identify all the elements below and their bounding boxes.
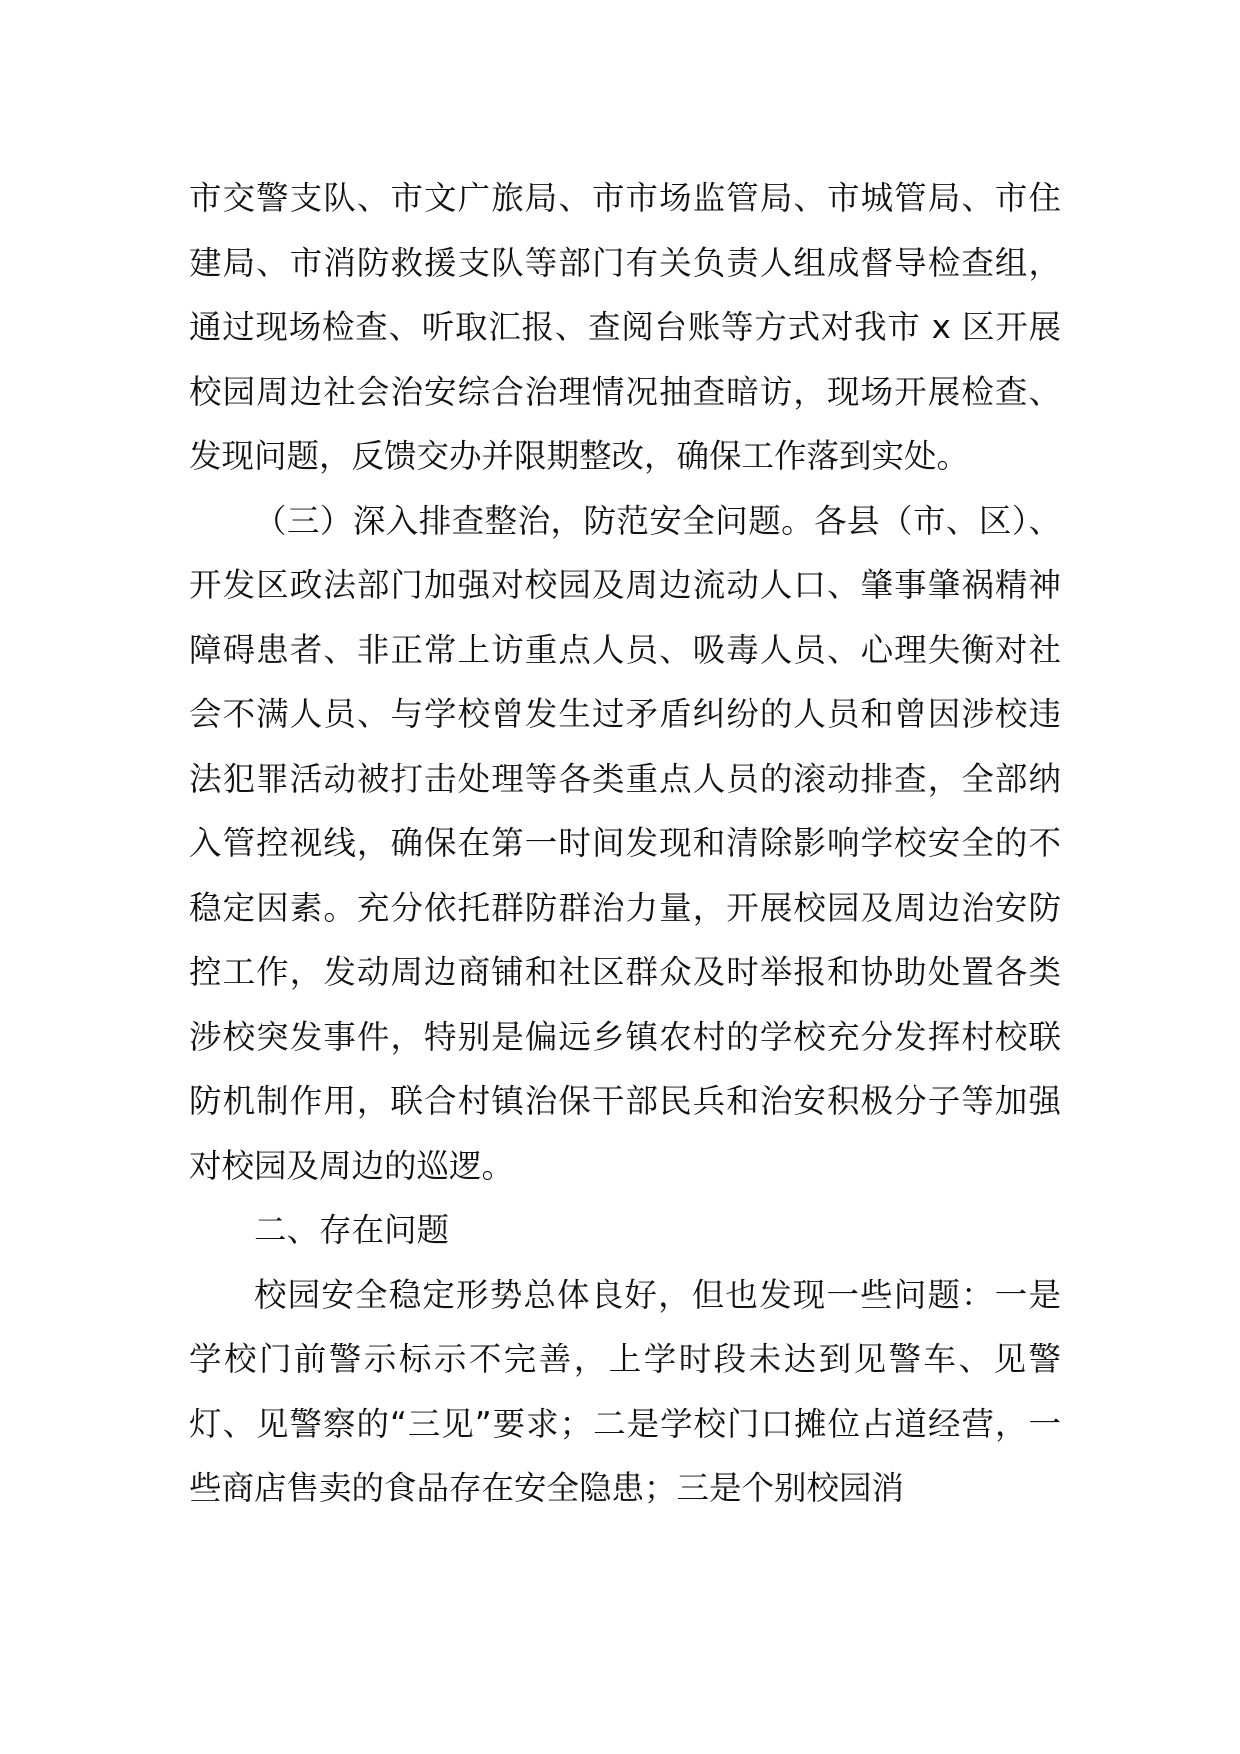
paragraph-investigation-rectification: （三）深入排查整治，防范安全问题。各县（市、区）、开发区政法部门加强对校园及周边流动人口、肇事肇祸精神障碍患者、非正常上访重点人员、吸毒人员、心理失衡对社会不满人员、与学校曾发生过矛盾纠纷的人员和曾因涉校违法犯罪活动被打击处理等各类重点人员的滚动排查，全部纳入管控视线，确保在第一时间发现和清除影响学校安全的不稳定因素。充分依托群防群治力量，开展校园及周边治安防控工作，发动周边商铺和社区群众及时举报和协助处置各类涉校突发事件，特别是偏远乡镇农村的学校充分发挥村校联防机制作用，联合村镇治保干部民兵和治安积极分子等加强对校园及周边的巡逻。 [189,501,1061,1185]
document-body [189,166,1061,1521]
section-heading-existing-problems: 二、存在问题 [254,1211,450,1249]
paragraph-problems-summary: 校园安全稳定形势总体良好，但也发现一些问题：一是学校门前警示标示不完善，上学时段未达到见警车、见警灯、见警察的“三见”要求；二是学校门口摊位占道经营，一些商店售卖的食品存在安全隐患；三是个别校园消 [189,1275,1061,1507]
paragraph-supervision-team: 市交警支队、市文广旅局、市市场监管局、市城管局、市住建局、市消防救援支队等部门有关负责人组成督导检查组，通过现场检查、听取汇报、查阅台账等方式对我市 x 区开展校园周边社会治安综合治理情况抽查暗访，现场开展检查、发现问题，反馈交办并限期整改，确保工作落到实处。 [189,179,1061,475]
